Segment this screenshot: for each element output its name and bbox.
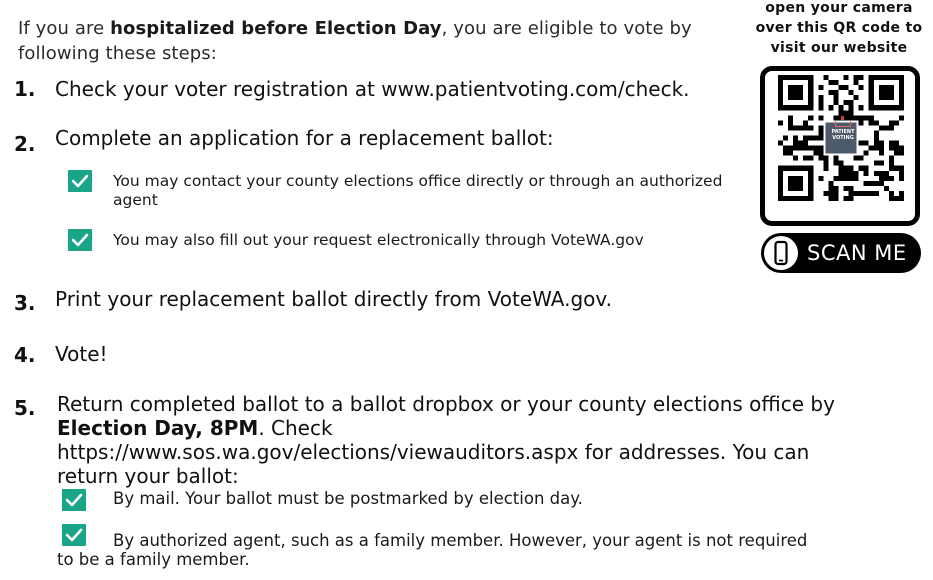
qr-module: [864, 115, 869, 120]
phone-icon: [764, 236, 798, 270]
qr-module: [818, 85, 823, 90]
qr-module: [874, 135, 879, 140]
qr-module: [899, 171, 904, 176]
qr-module: [838, 110, 843, 115]
qr-module: [823, 156, 828, 161]
qr-module: [783, 146, 788, 151]
qr-module: [849, 171, 854, 176]
qr-module: [798, 125, 803, 130]
qr-module: [894, 151, 899, 156]
qr-module: [869, 115, 874, 120]
qr-module: [869, 120, 874, 125]
qr-module: [874, 120, 879, 125]
qr-module: [788, 146, 793, 151]
ballot-box-icon: [835, 120, 851, 127]
qr-module: [899, 151, 904, 156]
qr-module: [844, 196, 849, 201]
qr-module: [783, 151, 788, 156]
qr-module: [788, 115, 793, 120]
qr-module: [869, 181, 874, 186]
qr-module: [899, 176, 904, 181]
qr-module: [854, 176, 859, 181]
qr-module: [889, 161, 894, 166]
step-5-subitem-2: By authorized agent, such as a family member. However, your agent is not required to be a family member.: [57, 531, 808, 569]
qr-module: [778, 120, 783, 125]
qr-module: [899, 191, 904, 196]
qr-module: [828, 105, 833, 110]
qr-module: [793, 146, 798, 151]
qr-module: [793, 135, 798, 140]
qr-module: [823, 75, 828, 80]
qr-module: [869, 146, 874, 151]
qr-module: [894, 146, 899, 151]
qr-module: [859, 85, 864, 90]
qr-module: [854, 191, 859, 196]
qr-module: [823, 161, 828, 166]
qr-module: [823, 166, 828, 171]
qr-module: [859, 105, 864, 110]
qr-module: [879, 181, 884, 186]
qr-module: [854, 171, 859, 176]
check-icon: [68, 170, 92, 192]
qr-module: [854, 156, 859, 161]
qr-module: [818, 100, 823, 105]
intro-paragraph: [18, 16, 718, 66]
qr-module: [793, 156, 798, 161]
qr-module: [818, 146, 823, 151]
qr-module: [838, 166, 843, 171]
qr-module: [803, 146, 808, 151]
qr-module: [803, 125, 808, 130]
qr-module: [884, 176, 889, 181]
step-5-number: 5.: [14, 396, 36, 420]
qr-module: [864, 141, 869, 146]
scan-me-label: SCAN ME: [807, 241, 907, 265]
qr-module: [828, 196, 833, 201]
qr-module: [874, 191, 879, 196]
qr-module: [859, 156, 864, 161]
qr-module: [849, 196, 854, 201]
qr-module: [899, 146, 904, 151]
qr-module: [894, 196, 899, 201]
patient-voting-logo: [828, 117, 858, 147]
qr-module: [828, 181, 833, 186]
qr-module: [854, 75, 859, 80]
qr-module: [818, 95, 823, 100]
step-2-number: 2.: [14, 132, 36, 156]
qr-module: [844, 186, 849, 191]
qr-module: [833, 90, 838, 95]
qr-module: [859, 191, 864, 196]
qr-module: [889, 120, 894, 125]
qr-module: [884, 125, 889, 130]
step-3-text: Print your replacement ballot directly from VoteWA.gov.: [55, 287, 613, 311]
qr-module: [889, 125, 894, 130]
qr-module: [859, 75, 864, 80]
qr-module: [849, 90, 854, 95]
logo-line-1: PATIENT: [831, 129, 855, 135]
qr-module: [874, 181, 879, 186]
qr-module: [788, 151, 793, 156]
qr-module: [889, 156, 894, 161]
qr-module: [844, 75, 849, 80]
qr-module: [818, 135, 823, 140]
qr-module: [798, 146, 803, 151]
qr-module: [889, 141, 894, 146]
qr-module: [879, 176, 884, 181]
qr-module: [793, 141, 798, 146]
qr-module: [854, 80, 859, 85]
qr-module: [818, 130, 823, 135]
qr-module: [879, 171, 884, 176]
qr-module: [844, 85, 849, 90]
qr-module: [844, 176, 849, 181]
qr-module: [874, 161, 879, 166]
step-5-text-suffix: . Check https://www.sos.wa.gov/elections/viewauditors.aspx for addresses. You can return your ballot:: [57, 416, 810, 488]
qr-module: [818, 105, 823, 110]
qr-module: [833, 156, 838, 161]
qr-module: [849, 186, 854, 191]
scan-me-button[interactable]: [761, 233, 921, 273]
qr-module: [818, 176, 823, 181]
qr-module: [849, 105, 854, 110]
intro-prefix: If you are: [18, 18, 111, 39]
qr-module: [803, 120, 808, 125]
qr-module: [894, 120, 899, 125]
qr-module: [899, 115, 904, 120]
qr-module: [899, 196, 904, 201]
qr-module: [813, 151, 818, 156]
qr-module: [803, 141, 808, 146]
qr-module: [879, 161, 884, 166]
qr-module: [803, 156, 808, 161]
qr-module: [828, 186, 833, 191]
qr-module: [808, 125, 813, 130]
step-4-number: 4.: [14, 343, 36, 367]
qr-module: [889, 146, 894, 151]
qr-module: [808, 115, 813, 120]
qr-module: [874, 171, 879, 176]
qr-module: [854, 95, 859, 100]
check-icon: [62, 489, 86, 511]
qr-module: [859, 141, 864, 146]
step-2-subitem-2: You may also fill out your request electronically through VoteWA.gov: [113, 231, 644, 249]
check-icon: [68, 229, 92, 251]
qr-module: [844, 166, 849, 171]
qr-module: [859, 166, 864, 171]
qr-module: [894, 166, 899, 171]
qr-module: [849, 110, 854, 115]
logo-line-2: VOTING: [832, 135, 854, 141]
qr-module: [838, 171, 843, 176]
qr-module: [798, 141, 803, 146]
qr-module: [864, 171, 869, 176]
qr-module: [889, 196, 894, 201]
qr-module: [813, 135, 818, 140]
qr-module: [808, 156, 813, 161]
qr-module: [838, 85, 843, 90]
phone-icon-circle: [764, 236, 798, 270]
step-3-number: 3.: [14, 291, 36, 315]
step-5-text-bold: Election Day, 8PM: [57, 416, 259, 440]
qr-module: [899, 166, 904, 171]
intro-suffix: , you are eligible to vote by following these steps:: [18, 18, 692, 64]
qr-module: [833, 191, 838, 196]
qr-module: [884, 171, 889, 176]
qr-module: [788, 120, 793, 125]
step-4-text: Vote!: [55, 342, 108, 366]
qr-module: [778, 141, 783, 146]
step-1-text: Check your voter registration at www.patientvoting.com/check.: [55, 77, 690, 101]
qr-module: [874, 130, 879, 135]
qr-module: [833, 95, 838, 100]
qr-caption: open your camera over this QR code to visit our website: [755, 0, 923, 56]
qr-module: [874, 141, 879, 146]
qr-module: [818, 115, 823, 120]
qr-module: [828, 191, 833, 196]
intro-bold: hospitalized before Election Day: [110, 18, 442, 39]
qr-module: [838, 105, 843, 110]
qr-module: [813, 146, 818, 151]
qr-module: [838, 176, 843, 181]
qr-module: [849, 176, 854, 181]
qr-module: [879, 125, 884, 130]
qr-module: [808, 146, 813, 151]
step-5-text: [57, 392, 847, 488]
qr-module: [864, 151, 869, 156]
qr-module: [788, 125, 793, 130]
qr-module: [828, 80, 833, 85]
qr-module: [879, 151, 884, 156]
qr-module: [833, 80, 838, 85]
qr-module: [879, 141, 884, 146]
qr-module: [808, 135, 813, 140]
qr-module: [783, 135, 788, 140]
qr-module: [869, 191, 874, 196]
qr-module: [818, 151, 823, 156]
qr-module: [793, 125, 798, 130]
qr-module: [889, 166, 894, 171]
qr-module: [879, 146, 884, 151]
qr-module: [844, 110, 849, 115]
qr-module: [828, 90, 833, 95]
qr-module: [864, 191, 869, 196]
qr-module: [833, 186, 838, 191]
qr-module: [849, 191, 854, 196]
qr-module: [833, 176, 838, 181]
qr-module: [864, 181, 869, 186]
qr-module: [833, 161, 838, 166]
step-2-subitem-1: You may contact your county elections office directly or through an authorized agent: [113, 172, 723, 209]
qr-module: [838, 161, 843, 166]
step-5-subitem-1: By mail. Your ballot must be postmarked by election day.: [113, 489, 583, 508]
qr-module: [823, 191, 828, 196]
qr-module: [844, 100, 849, 105]
qr-module: [818, 156, 823, 161]
qr-module: [844, 171, 849, 176]
qr-module: [818, 125, 823, 130]
qr-module: [889, 191, 894, 196]
qr-module: [874, 146, 879, 151]
qr-module: [884, 186, 889, 191]
step-5-text-prefix: Return completed ballot to a ballot dropbox or your county elections office by: [57, 392, 835, 416]
qr-module: [849, 166, 854, 171]
qr-module: [833, 100, 838, 105]
qr-module: [864, 166, 869, 171]
qr-module: [833, 196, 838, 201]
qr-module: [889, 176, 894, 181]
step-2-text: Complete an application for a replacement ballot:: [55, 126, 554, 150]
qr-module: [803, 135, 808, 140]
qr-module: [894, 141, 899, 146]
qr-code-frame[interactable]: [760, 66, 920, 226]
qr-module: [849, 100, 854, 105]
qr-module: [859, 120, 864, 125]
step-1-number: 1.: [14, 77, 36, 101]
qr-module: [859, 115, 864, 120]
